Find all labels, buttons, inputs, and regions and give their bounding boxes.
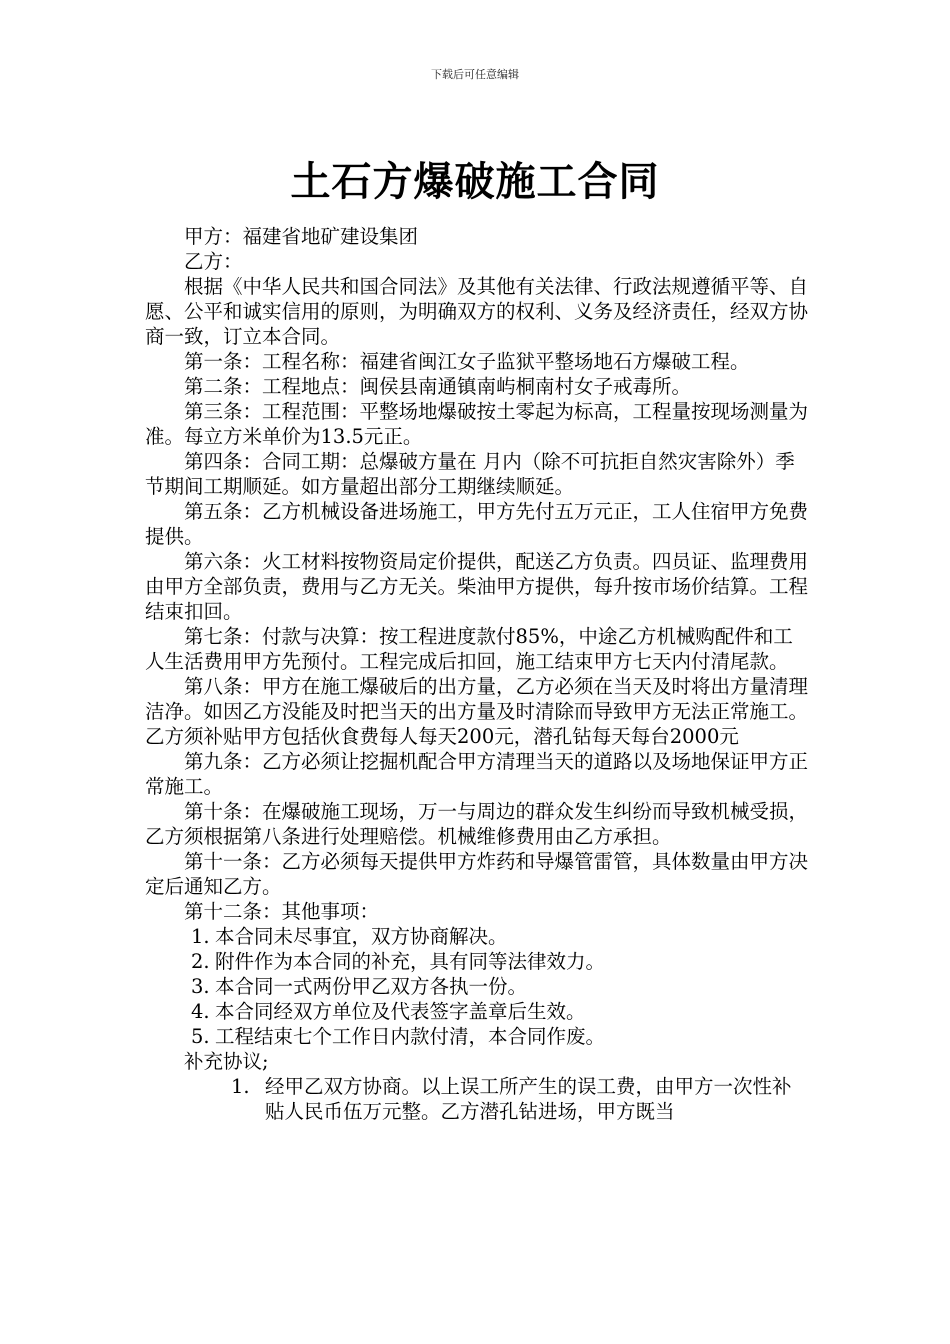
article-7: 第七条：付款与决算：按工程进度款付85%，中途乙方机械购配件和工人生活费用甲方先预付。工程完成后扣回，施工结束甲方七天内付清尾款。 bbox=[145, 625, 793, 673]
document-body bbox=[145, 224, 810, 1124]
list-item bbox=[145, 974, 810, 999]
list-item bbox=[145, 1074, 810, 1124]
article-9: 第九条：乙方必须让挖掘机配合甲方清理当天的道路以及场地保证甲方正常施工。 bbox=[145, 750, 809, 798]
article-4: 第四条：合同工期：总爆破方量在 月内（除不可抗拒自然灾害除外）季节期间工期顺延。如方量超出部分工期继续顺延。 bbox=[145, 450, 795, 498]
list-item-text: 本合同未尽事宜，双方协商解决。 bbox=[215, 925, 508, 948]
party-b: 乙方： bbox=[184, 250, 243, 273]
article-5: 第五条：乙方机械设备进场施工，甲方先付五万元正，工人住宿甲方免费提供。 bbox=[145, 500, 809, 548]
article-10: 第十条：在爆破施工现场，万一与周边的群众发生纠纷而导致机械受损，乙方须根据第八条进行处理赔偿。机械维修费用由乙方承担。 bbox=[145, 800, 809, 848]
article-3: 第三条：工程范围：平整场地爆破按土零起为标高，工程量按现场测量为准。每立方米单价为13.5元正。 bbox=[145, 400, 809, 448]
list-item bbox=[145, 999, 810, 1024]
list-item-number: 4. bbox=[191, 1000, 210, 1023]
list-item-number: 3. bbox=[191, 975, 210, 998]
article-12: 第十二条：其他事项： bbox=[184, 900, 380, 923]
list-item bbox=[145, 1024, 810, 1049]
list-item-number: 1. bbox=[191, 925, 210, 948]
document-title: 土石方爆破施工合同 bbox=[290, 159, 660, 205]
party-a: 甲方：福建省地矿建设集团 bbox=[184, 225, 419, 248]
article-6: 第六条：火工材料按物资局定价提供，配送乙方负责。四员证、监理费用由甲方全部负责，费用与乙方无关。柴油甲方提供，每升按市场价结算。工程结束扣回。 bbox=[145, 550, 809, 623]
list-item-number: 1. bbox=[231, 1075, 250, 1098]
list-item-number: 5. bbox=[191, 1025, 210, 1048]
list-item-text: 经甲乙双方协商。以上误工所产生的误工费，由甲方一次性补贴人民币伍万元整。乙方潜孔钻进场，甲方既当 bbox=[265, 1075, 792, 1123]
list-item-text: 附件作为本合同的补充，具有同等法律效力。 bbox=[215, 950, 606, 973]
page-header-note: 下载后可任意编辑 bbox=[431, 68, 519, 81]
list-item bbox=[145, 924, 810, 949]
intro-paragraph: 根据《中华人民共和国合同法》及其他有关法律、行政法规遵循平等、自愿、公平和诚实信用的原则，为明确双方的权利、义务及经济责任，经双方协商一致，订立本合同。 bbox=[145, 275, 809, 348]
article-1: 第一条：工程名称：福建省闽江女子监狱平整场地石方爆破工程。 bbox=[184, 350, 750, 373]
list-item-text: 本合同经双方单位及代表签字盖章后生效。 bbox=[215, 1000, 586, 1023]
list-item-number: 2. bbox=[191, 950, 210, 973]
article-2: 第二条：工程地点：闽侯县南通镇南屿桐南村女子戒毒所。 bbox=[184, 375, 692, 398]
list-item-text: 工程结束七个工作日内款付清，本合同作废。 bbox=[215, 1025, 606, 1048]
list-item bbox=[145, 949, 810, 974]
article-11: 第十一条：乙方必须每天提供甲方炸药和导爆管雷管，具体数量由甲方决定后通知乙方。 bbox=[145, 850, 809, 898]
supplement-list bbox=[145, 1074, 810, 1124]
other-items-list bbox=[145, 924, 810, 1049]
list-item-text: 本合同一式两份甲乙双方各执一份。 bbox=[215, 975, 528, 998]
supplement-heading: 补充协议; bbox=[184, 1050, 269, 1073]
article-8: 第八条：甲方在施工爆破后的出方量，乙方必须在当天及时将出方量清理洁净。如因乙方没能及时把当天的出方量及时清除而导致甲方无法正常施工。乙方须补贴甲方包括伙食费每人每天200元，潜孔钻每天每台2000元 bbox=[145, 675, 809, 748]
